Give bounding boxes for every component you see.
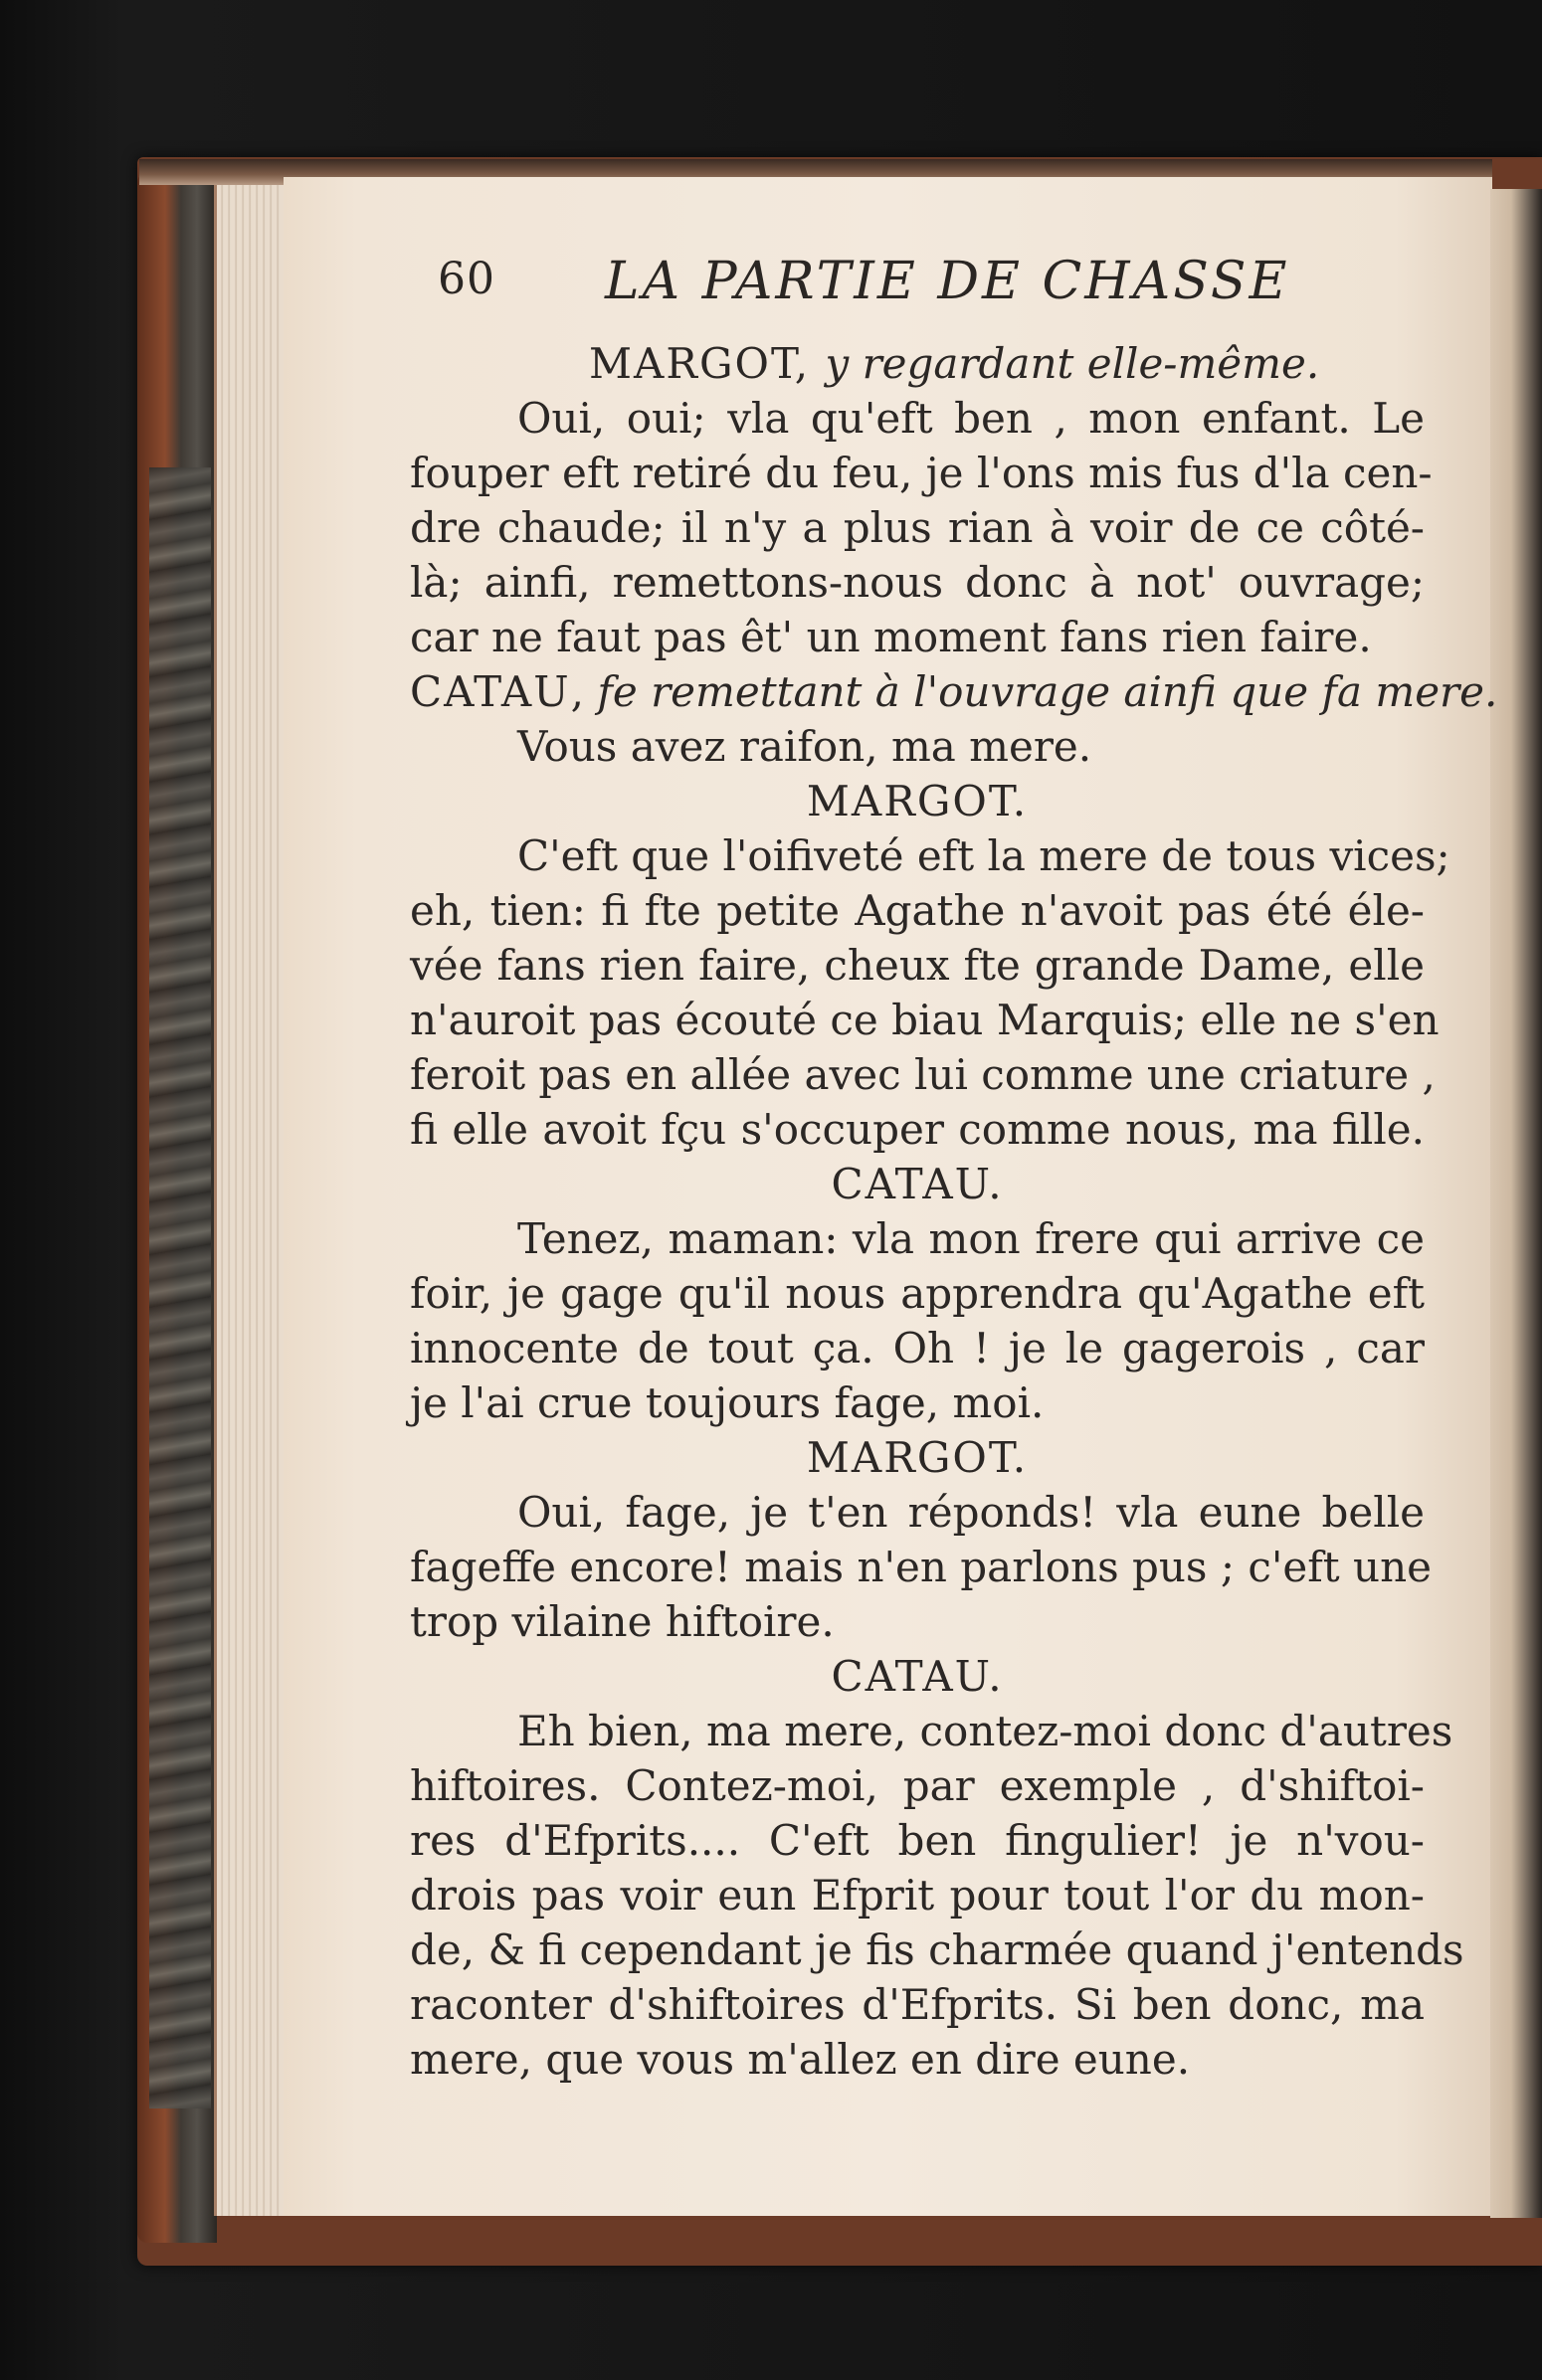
text-line: Tenez, maman: vla mon frere qui arrive ce [517,1214,1425,1263]
text-line: innocente de tout ça. Oh ! je le gagerois , car [410,1324,1425,1373]
text-line: là; ainfi, remettons-nous donc à not' ouvrage; [410,558,1425,607]
speaker-heading: CATAU, fe remettant à l'ouvrage ainfi que fa mere. [410,667,1498,716]
stage-direction: fe remettant à l'ouvrage ainfi que fa mere. [597,667,1498,716]
running-title: LA PARTIE DE CHASSE [605,252,1290,311]
speaker-heading: MARGOT. [806,777,1029,825]
text-line: mere, que vous m'allez en dire eune. [410,2035,1191,2084]
text-line: Oui, oui; vla qu'eft ben , mon enfant. Le [517,394,1425,443]
text-line: foir, je gage qu'il nous apprendra qu'Agathe eft [410,1269,1425,1318]
text-line: vée fans rien faire, cheux fte grande Dame, elle [410,941,1425,990]
speaker-name: MARGOT [589,339,795,388]
page-text [410,336,1498,2087]
text-line: raconter d'shiftoires d'Efprits. Si ben donc, ma [410,1980,1425,2029]
speaker-heading: MARGOT, y regardant elle-même. [589,339,1320,388]
text-line: Oui, fage, je t'en réponds! vla eune belle [517,1488,1425,1537]
text-line: drois pas voir eun Efprit pour tout l'or du mon- [410,1871,1425,1920]
text-line: fi elle avoit fçu s'occuper comme nous, ma fille. [410,1105,1425,1154]
facing-page-edge [1490,189,1542,2218]
stage-direction: y regardant elle-même. [825,339,1320,388]
text-line: feroit pas en allée avec lui comme une criature , [410,1050,1436,1099]
text-line: je l'ai crue toujours fage, moi. [410,1378,1045,1427]
speaker-name: CATAU [410,667,571,716]
text-line: C'eft que l'oifiveté eft la mere de tous vices; [517,831,1450,880]
text-line: fouper eft retiré du feu, je l'ons mis fus d'la cen- [410,449,1433,497]
text-line: de, & fi cependant je fis charmée quand j'entends [410,1925,1464,1974]
text-line: Eh bien, ma mere, contez-moi donc d'autres [517,1707,1453,1755]
text-line: hiftoires. Contez-moi, par exemple , d'shiftoi- [410,1761,1425,1810]
text-line: trop vilaine hiftoire. [410,1597,835,1646]
text-line: fageffe encore! mais n'en parlons pus ; c'eft une [410,1543,1432,1591]
page-number: 60 [438,254,495,304]
running-head [438,254,1313,323]
text-line: dre chaude; il n'y a plus rian à voir de ce côté- [410,503,1425,552]
speaker-heading: CATAU. [831,1160,1004,1208]
marbled-cover-edge [149,467,211,2108]
speaker-heading: CATAU. [831,1652,1004,1701]
text-line: n'auroit pas écouté ce biau Marquis; elle ne s'en [410,996,1440,1044]
text-line: Vous avez raifon, ma mere. [517,722,1092,771]
page-stack-edge [214,177,289,2216]
text-line: eh, tien: fi fte petite Agathe n'avoit pas été éle- [410,886,1425,935]
text-line: res d'Efprits.... C'eft ben fingulier! je n'vou- [410,1816,1425,1865]
text-line: car ne faut pas êt' un moment fans rien faire. [410,613,1372,661]
speaker-heading: MARGOT. [806,1433,1029,1482]
